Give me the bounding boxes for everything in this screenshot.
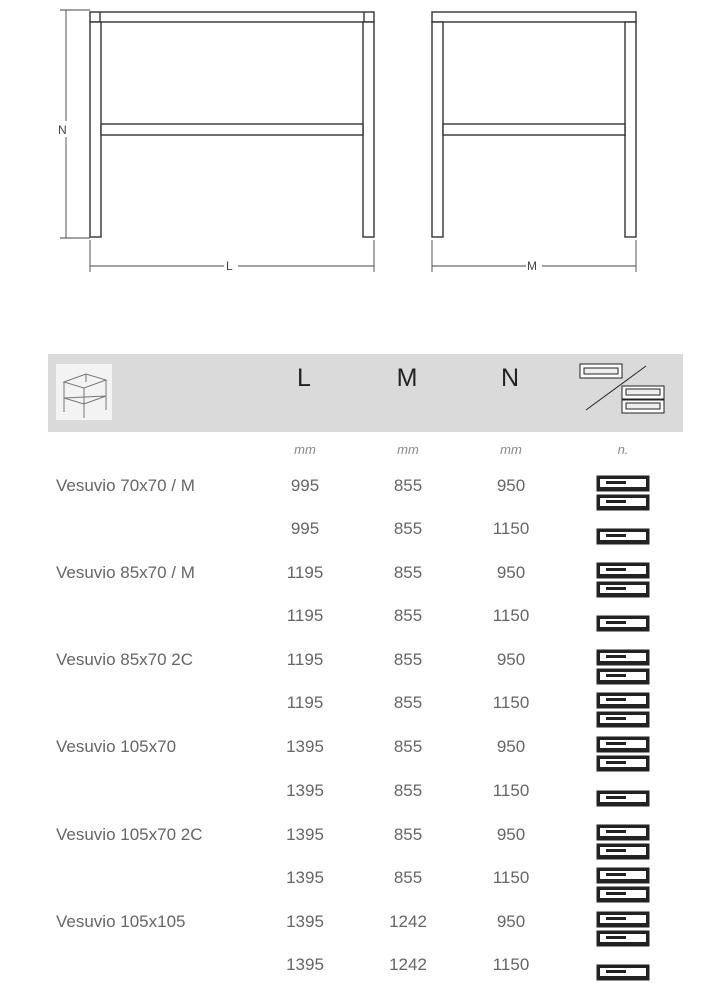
cell-m: 855 (393, 825, 423, 844)
oven-icon (596, 930, 650, 947)
cell-n: 950 (496, 912, 526, 931)
oven-icon (596, 668, 650, 685)
cell-n: 950 (496, 563, 526, 582)
cell-m: 855 (393, 563, 423, 582)
column-header-n: N (500, 364, 520, 392)
column-header-m: M (396, 364, 418, 392)
oven-icon (596, 562, 650, 579)
oven-icon (596, 649, 650, 666)
cell-n: 1150 (492, 693, 530, 712)
cell-n: 950 (496, 476, 526, 495)
oven-icon (596, 790, 650, 807)
oven-icon (596, 692, 650, 709)
front-shelf (101, 124, 363, 135)
oven-icon (596, 711, 650, 728)
oven-count-cell (596, 911, 652, 949)
oven-icon (596, 615, 650, 632)
column-header-l: L (297, 364, 311, 392)
oven-count-cell (596, 824, 652, 862)
stand-thumbnail-icon (56, 364, 112, 420)
oven-count-cell (596, 867, 652, 905)
cell-n: 1150 (492, 955, 530, 974)
oven-count-cell (596, 790, 652, 809)
unit-l: mm (294, 442, 316, 457)
cell-m: 855 (393, 737, 423, 756)
oven-icon (596, 964, 650, 981)
front-leg-right (363, 22, 374, 237)
cell-l: 1395 (286, 781, 324, 800)
cell-l: 995 (290, 476, 320, 495)
cell-m: 855 (393, 519, 423, 538)
cell-n: 1150 (492, 781, 530, 800)
cell-n: 1150 (492, 519, 530, 538)
side-top (432, 12, 636, 22)
spec-table-header (48, 354, 683, 432)
oven-count-cell (596, 615, 652, 634)
model-name: Vesuvio 105x70 (56, 737, 177, 756)
unit-m: mm (397, 442, 419, 457)
model-name: Vesuvio 85x70 2C (56, 650, 194, 669)
stand-technical-drawing (0, 0, 704, 290)
cell-l: 1195 (286, 563, 324, 582)
oven-count-cell (596, 528, 652, 547)
model-name: Vesuvio 85x70 / M (56, 563, 195, 582)
cell-m: 855 (393, 606, 423, 625)
unit-n: mm (500, 442, 522, 457)
oven-icon (596, 581, 650, 598)
cell-l: 1395 (286, 868, 324, 887)
cell-m: 855 (393, 781, 423, 800)
oven-count-cell (596, 692, 652, 730)
model-name: Vesuvio 105x105 (56, 912, 186, 931)
cell-n: 950 (496, 825, 526, 844)
cell-n: 1150 (492, 868, 530, 887)
oven-icon (596, 911, 650, 928)
oven-count-cell (596, 964, 652, 983)
cell-l: 1395 (286, 912, 324, 931)
oven-icon (596, 824, 650, 841)
front-top (90, 12, 374, 22)
oven-count-cell (596, 649, 652, 687)
oven-icon (596, 886, 650, 903)
cell-m: 1242 (389, 912, 427, 931)
cell-l: 1395 (286, 825, 324, 844)
cell-m: 855 (393, 476, 423, 495)
side-leg-left (432, 22, 443, 237)
cell-n: 1150 (492, 606, 530, 625)
oven-count-icon (576, 360, 668, 420)
unit-count: n. (617, 442, 629, 457)
oven-icon (596, 736, 650, 753)
cell-l: 1195 (286, 650, 324, 669)
cell-n: 950 (496, 650, 526, 669)
oven-icon (596, 843, 650, 860)
oven-icon (596, 528, 650, 545)
cell-m: 855 (393, 868, 423, 887)
model-name: Vesuvio 70x70 / M (56, 476, 195, 495)
oven-icon (596, 755, 650, 772)
side-leg-right (625, 22, 636, 237)
cell-m: 1242 (389, 955, 427, 974)
cell-l: 1195 (286, 606, 324, 625)
cell-m: 855 (393, 650, 423, 669)
oven-icon (596, 494, 650, 511)
cell-l: 1195 (286, 693, 324, 712)
cell-n: 950 (496, 737, 526, 756)
cell-l: 995 (290, 519, 320, 538)
oven-count-cell (596, 736, 652, 774)
dimension-label-m: M (527, 259, 537, 273)
oven-icon (596, 867, 650, 884)
oven-count-cell (596, 475, 652, 513)
side-shelf (443, 124, 625, 135)
oven-count-cell (596, 562, 652, 600)
front-leg-left (90, 22, 101, 237)
cell-l: 1395 (286, 955, 324, 974)
dimension-label-n: N (58, 123, 67, 137)
cell-m: 855 (393, 693, 423, 712)
oven-icon (596, 475, 650, 492)
model-name: Vesuvio 105x70 2C (56, 825, 203, 844)
dimension-label-l: L (226, 259, 233, 273)
cell-l: 1395 (286, 737, 324, 756)
